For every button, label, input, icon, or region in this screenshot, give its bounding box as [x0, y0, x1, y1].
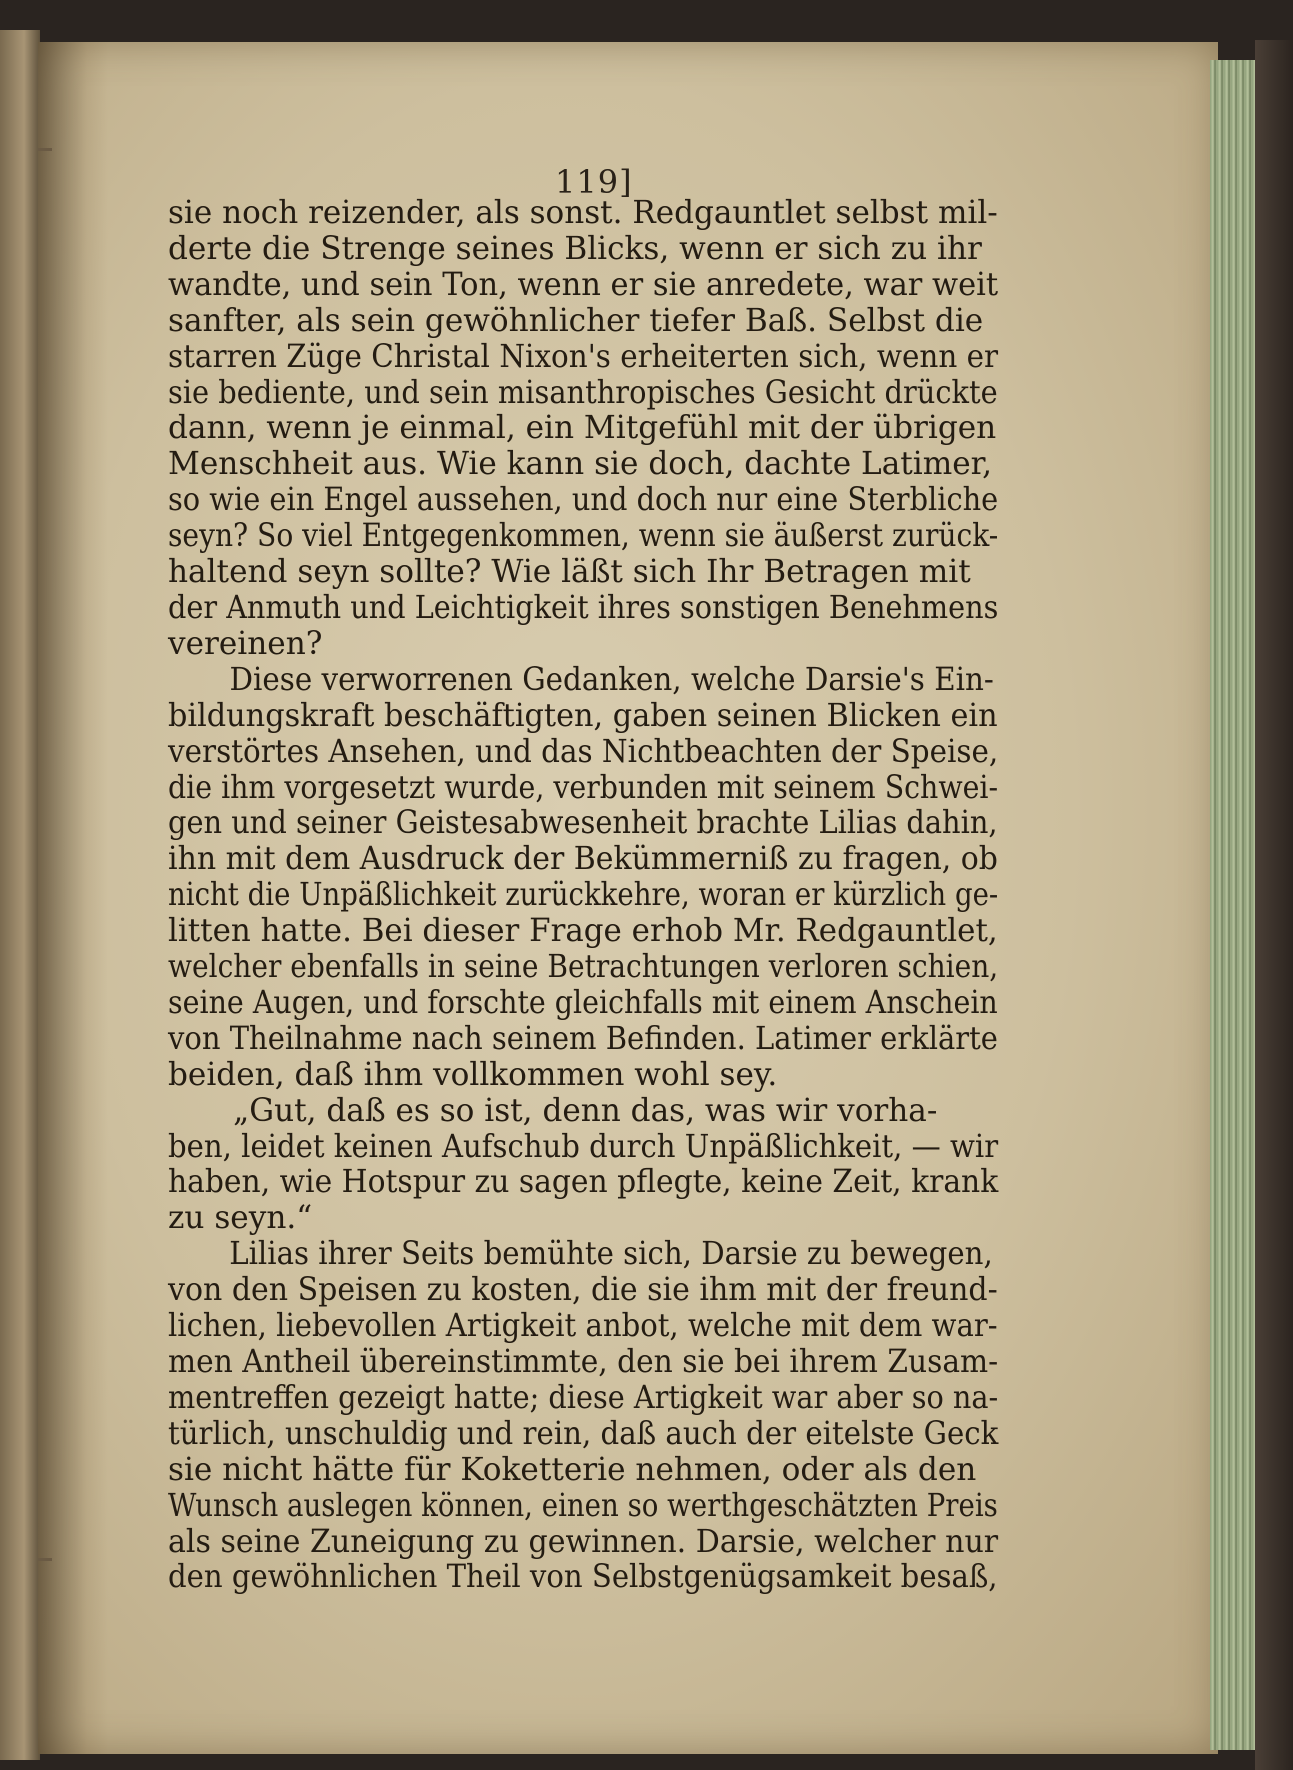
- text-line: zu seyn.“: [168, 1200, 313, 1237]
- text-line: seine Augen, und forschte gleichfalls mit einem Anschein: [168, 984, 998, 1021]
- text-line: gen und seiner Geistesabwesenheit brachte Lilias dahin,: [168, 805, 998, 842]
- book-cover-edge: [1255, 40, 1293, 1770]
- text-line: nicht die Unpäßlichkeit zurückkehre, woran er kürzlich ge-: [168, 877, 999, 914]
- text-line: sanfter, als sein gewöhnlicher tiefer Baß. Selbst die: [168, 302, 984, 339]
- text-line: „Gut, daß es so ist, denn das, was wir vorha-: [233, 1092, 938, 1129]
- text-line: Lilias ihrer Seits bemühte sich, Darsie zu bewegen,: [229, 1236, 993, 1273]
- text-line: haltend seyn sollte? Wie läßt sich Ihr Betragen mit: [168, 554, 971, 591]
- body-text: [168, 196, 1008, 1596]
- text-line: von den Speisen zu kosten, die sie ihm mit der freund-: [168, 1272, 998, 1309]
- text-line: sie nicht hätte für Koketterie nehmen, oder als den: [168, 1451, 977, 1488]
- page-number: 119]: [555, 163, 633, 201]
- text-line: als seine Zuneigung zu gewinnen. Darsie, welcher nur: [168, 1523, 999, 1560]
- text-line: seyn? So viel Entgegenkommen, wenn sie äußerst zurück-: [168, 518, 999, 555]
- page-gutter-shadow: [38, 42, 108, 1754]
- text-line: ben, leidet keinen Aufschub durch Unpäßlichkeit, — wir: [168, 1128, 999, 1165]
- text-line: haben, wie Hotspur zu sagen pflegte, keine Zeit, krank: [168, 1164, 999, 1201]
- text-line: der Anmuth und Leichtigkeit ihres sonstigen Benehmens: [168, 589, 999, 626]
- text-line: men Antheil übereinstimmte, den sie bei ihrem Zusam-: [168, 1344, 999, 1380]
- text-line: derte die Strenge seines Blicks, wenn er sich zu ihr: [168, 230, 982, 267]
- text-line: den gewöhnlichen Theil von Selbstgenügsamkeit besaß,: [168, 1559, 998, 1596]
- text-line: die ihm vorgesetzt wurde, verbunden mit seinem Schwei-: [168, 769, 999, 806]
- text-line: wandte, und sein Ton, wenn er sie anredete, war weit: [168, 266, 999, 303]
- text-line: vereinen?: [168, 625, 323, 662]
- text-line: bildungskraft beschäftigten, gaben seinen Blicken ein: [168, 697, 998, 734]
- text-line: beiden, daß ihm vollkommen wohl sey.: [168, 1056, 778, 1093]
- text-line: so wie ein Engel aussehen, und doch nur eine Sterbliche: [168, 482, 999, 519]
- text-line: starren Züge Christal Nixon's erheiterten sich, wenn er: [168, 338, 999, 375]
- text-line: Diese verworrenen Gedanken, welche Darsie's Ein-: [229, 661, 994, 698]
- text-line: türlich, unschuldig und rein, daß auch der eitelste Geck: [168, 1415, 999, 1452]
- text-line: mentreffen gezeigt hatte; diese Artigkeit war aber so na-: [168, 1379, 999, 1416]
- text-line: Wunsch auslegen können, einen so werthgeschätzten Preis: [168, 1487, 998, 1524]
- text-line: ihn mit dem Ausdruck der Bekümmerniß zu fragen, ob: [168, 841, 998, 878]
- margin-mark: [38, 148, 52, 151]
- text-line: Menschheit aus. Wie kann sie doch, dachte Latimer,: [168, 446, 993, 483]
- previous-page-edge: [0, 30, 40, 1760]
- text-line: sie bediente, und sein misanthropisches Gesicht drückte: [168, 374, 998, 411]
- margin-mark: [38, 1558, 52, 1561]
- text-line: welcher ebenfalls in seine Betrachtungen verloren schien,: [168, 949, 999, 986]
- text-line: von Theilnahme nach seinem Befinden. Latimer erklärte: [168, 1020, 998, 1057]
- text-line: litten hatte. Bei dieser Frage erhob Mr. Redgauntlet,: [168, 913, 998, 950]
- text-line: dann, wenn je einmal, ein Mitgefühl mit der übrigen: [168, 410, 997, 447]
- text-line: lichen, liebevollen Artigkeit anbot, welche mit dem war-: [168, 1308, 998, 1345]
- text-line: sie noch reizender, als sonst. Redgauntlet selbst mil-: [168, 195, 998, 231]
- text-line: verstörtes Ansehen, und das Nichtbeachten der Speise,: [168, 733, 999, 770]
